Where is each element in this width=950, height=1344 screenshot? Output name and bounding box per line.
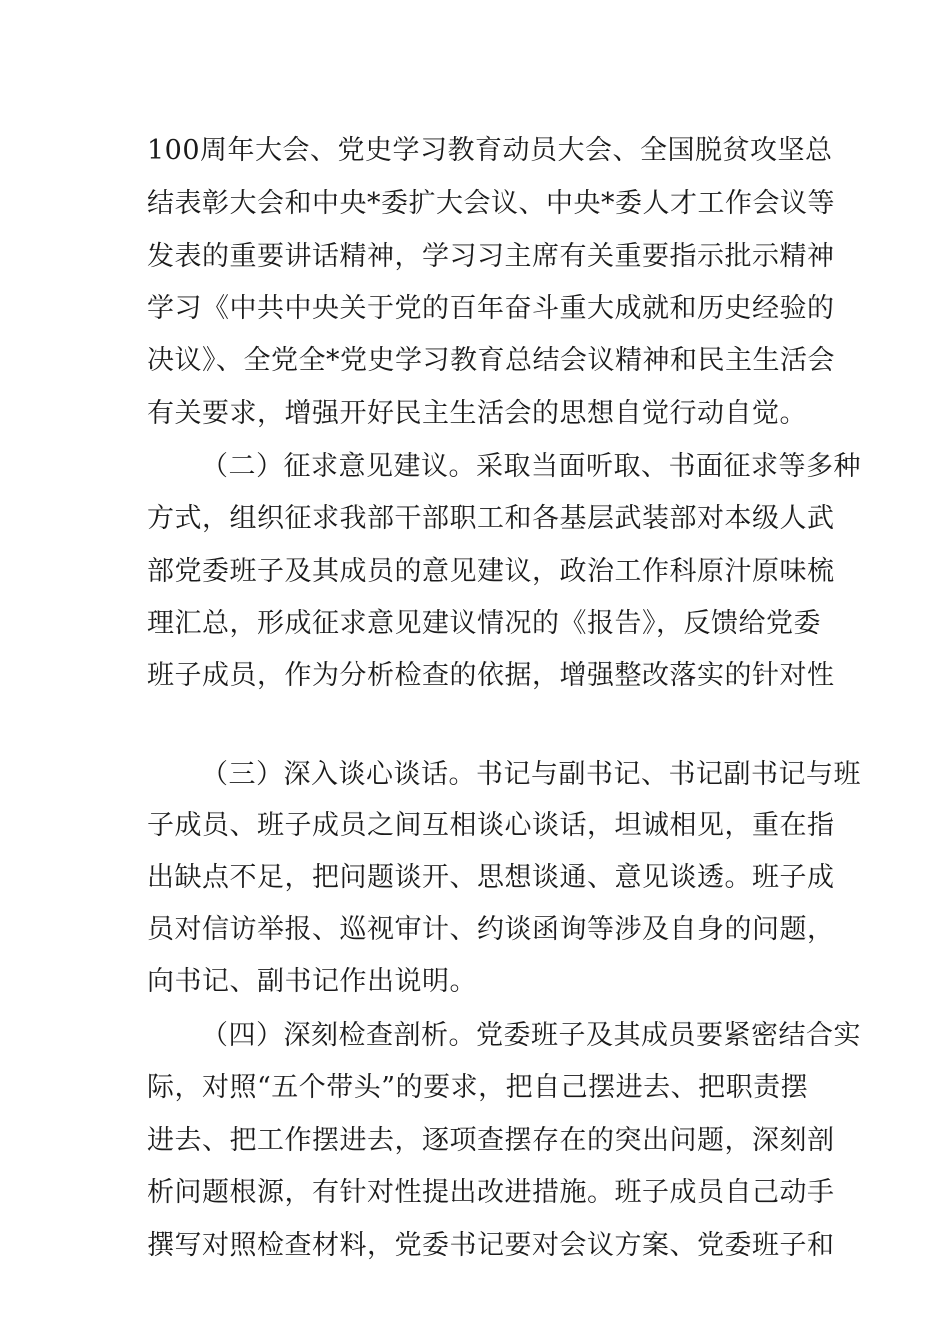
paragraph-line: 发表的重要讲话精神，学习习主席有关重要指示批示精神 — [147, 241, 835, 272]
paragraph-line: 子成员、班子成员之间互相谈心谈话，坦诚相见，重在指 — [147, 810, 835, 841]
paragraph-line: 析问题根源，有针对性提出改进措施。班子成员自己动手 — [147, 1177, 835, 1208]
paragraph-line: 100周年大会、党史学习教育动员大会、全国脱贫攻坚总 — [147, 135, 833, 166]
paragraph-line: 学习《中共中央关于党的百年奋斗重大成就和历史经验的 — [147, 293, 835, 324]
paragraph-line: 有关要求，增强开好民主生活会的思想自觉行动自觉。 — [147, 398, 807, 429]
paragraph-line: 理汇总，形成征求意见建议情况的《报告》，反馈给党委 — [147, 608, 821, 639]
paragraph-line: 方式，组织征求我部干部职工和各基层武装部对本级人武 — [147, 503, 835, 534]
paragraph-line: 部党委班子及其成员的意见建议，政治工作科原汁原味梳 — [147, 556, 835, 587]
paragraph-line: 结表彰大会和中央*委扩大会议、中央*委人才工作会议等 — [147, 188, 835, 219]
paragraph-line: 向书记、副书记作出说明。 — [147, 966, 477, 997]
paragraph-line: 出缺点不足，把问题谈开、思想谈通、意见谈透。班子成 — [147, 862, 835, 893]
paragraph-line: 撰写对照检查材料，党委书记要对会议方案、党委班子和 — [147, 1230, 835, 1261]
paragraph-line: 进去、把工作摆进去，逐项查摆存在的突出问题，深刻剖 — [147, 1125, 835, 1156]
paragraph-line: 决议》、全党全*党史学习教育总结会议精神和民主生活会 — [147, 345, 835, 376]
paragraph-line: 际，对照“五个带头”的要求，把自己摆进去、把职责摆 — [147, 1072, 809, 1103]
paragraph-line: 班子成员，作为分析检查的依据，增强整改落实的针对性 — [147, 660, 835, 691]
paragraph-line: （二）征求意见建议。采取当面听取、书面征求等多种 — [201, 451, 861, 482]
paragraph-line: 员对信访举报、巡视审计、约谈函询等涉及自身的问题， — [147, 914, 835, 945]
paragraph-line: （四）深刻检查剖析。党委班子及其成员要紧密结合实 — [201, 1020, 861, 1051]
paragraph-line: （三）深入谈心谈话。书记与副书记、书记副书记与班 — [201, 759, 861, 790]
